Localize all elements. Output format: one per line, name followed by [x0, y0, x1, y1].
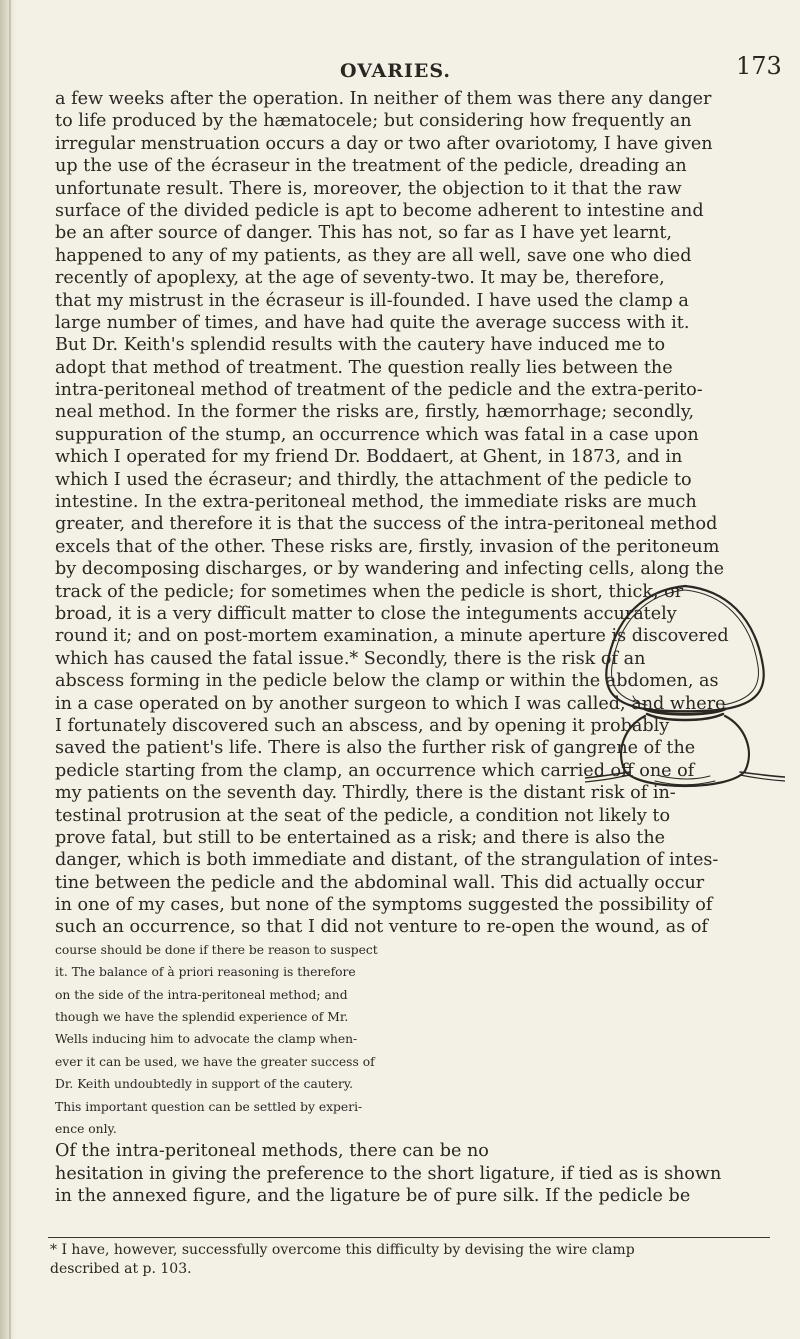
text-line: which I operated for my friend Dr. Boddaert, at Ghent, in 1873, and in [55, 447, 683, 468]
text-line: recently of apoplexy, at the age of seventy-two. It may be, therefore, [55, 268, 665, 289]
text-line: in a case operated on by another surgeon to which I was called, and where [55, 693, 726, 714]
page-number: 173 [736, 52, 782, 80]
text-line: hesitation in giving the preference to the short ligature, if tied as is shown [55, 1163, 722, 1184]
text-line: my patients on the seventh day. Thirdly, there is the distant risk of in- [55, 783, 676, 804]
text-line: up the use of the écraseur in the treatment of the pedicle, dreading an [55, 156, 687, 177]
text-line: which has caused the fatal issue.* Secondly, there is the risk of an [55, 648, 646, 669]
text-line: on the side of the intra-peritoneal method; and [55, 987, 348, 1002]
text-line: round it; and on post-mortem examination, a minute aperture is discovered [55, 626, 729, 647]
text-line: be an after source of danger. This has not, so far as I have yet learnt, [55, 223, 673, 244]
text-line: prove fatal, but still to be entertained as a risk; and there is also the [55, 827, 666, 848]
text-line: surface of the divided pedicle is apt to become adherent to intestine and [55, 200, 704, 221]
text-line: abscess forming in the pedicle below the clamp or within the abdomen, as [55, 671, 719, 692]
running-head: OVARIES. [340, 60, 452, 82]
text-line: track of the pedicle; for sometimes when the pedicle is short, thick, or [55, 581, 684, 602]
text-line: that my mistrust in the écraseur is ill-founded. I have used the clamp a [55, 290, 689, 311]
text-line: to life produced by the hæmatocele; but considering how frequently an [55, 111, 692, 132]
text-line: which I used the écraseur; and thirdly, the attachment of the pedicle to [55, 469, 692, 490]
text-line: Of the intra-peritoneal methods, there can be no [55, 1141, 489, 1162]
text-line: saved the patient's life. There is also the further risk of gangrene of the [55, 738, 696, 759]
text-line: such an occurrence, so that I did not venture to re-open the wound, as of [55, 917, 708, 938]
text-line: But Dr. Keith's splendid results with the cautery have induced me to [55, 335, 666, 356]
text-line: in the annexed figure, and the ligature be of pure silk. If the pedicle be [55, 1186, 691, 1207]
text-line: broad, it is a very difficult matter to close the integuments accurately [55, 603, 677, 624]
text-line: suppuration of the stump, an occurrence which was fatal in a case upon [55, 424, 699, 445]
footnote-line: described at p. 103. [50, 1261, 192, 1277]
text-line: pedicle starting from the clamp, an occurrence which carried off one of [55, 760, 695, 781]
footnote-rule [48, 1237, 770, 1238]
text-line: testinal protrusion at the seat of the pedicle, a condition not likely to [55, 805, 671, 826]
text-line: Wells inducing him to advocate the clamp when- [55, 1032, 358, 1047]
text-line: greater, and therefore it is that the success of the intra-peritoneal method [55, 514, 718, 535]
text-line: intestine. In the extra-peritoneal method, the immediate risks are much [55, 492, 697, 513]
footnote-line: * I have, however, successfully overcome this difficulty by devising the wire clamp [50, 1242, 635, 1258]
text-line: ence only. [55, 1121, 117, 1136]
text-line: Dr. Keith undoubtedly in support of the cautery. [55, 1077, 354, 1092]
binding-edge [0, 0, 16, 1339]
text-line: This important question can be settled by experi- [55, 1099, 363, 1114]
footnote [50, 1241, 770, 1279]
text-line: in one of my cases, but none of the symptoms suggested the possibility of [55, 895, 713, 916]
text-line: course should be done if there be reason to suspect [55, 942, 378, 957]
text-line: it. The balance of à priori reasoning is therefore [55, 965, 356, 980]
text-line: unfortunate result. There is, moreover, the objection to it that the raw [55, 178, 682, 199]
ligature-figure [585, 576, 785, 814]
text-line: excels that of the other. These risks are, firstly, invasion of the peritoneum [55, 536, 720, 557]
text-line: ever it can be used, we have the greater success of [55, 1054, 375, 1069]
text-line: irregular menstruation occurs a day or two after ovariotomy, I have given [55, 133, 713, 154]
text-line: adopt that method of treatment. The question really lies between the [55, 357, 673, 378]
text-line: danger, which is both immediate and distant, of the strangulation of intes- [55, 850, 719, 871]
text-line: neal method. In the former the risks are, firstly, hæmorrhage; secondly, [55, 402, 695, 423]
text-line: a few weeks after the operation. In neither of them was there any danger [55, 89, 712, 109]
text-line: though we have the splendid experience of Mr. [55, 1010, 349, 1025]
text-line: large number of times, and have had quite the average success with it. [55, 312, 690, 333]
text-line: by decomposing discharges, or by wandering and infecting cells, along the [55, 559, 725, 580]
text-line: I fortunately discovered such an abscess, and by opening it probably [55, 715, 670, 736]
text-line: tine between the pedicle and the abdominal wall. This did actually occur [55, 872, 705, 893]
text-line: intra-peritoneal method of treatment of the pedicle and the extra-perito- [55, 380, 703, 401]
text-line: happened to any of my patients, as they are all well, save one who died [55, 245, 692, 266]
